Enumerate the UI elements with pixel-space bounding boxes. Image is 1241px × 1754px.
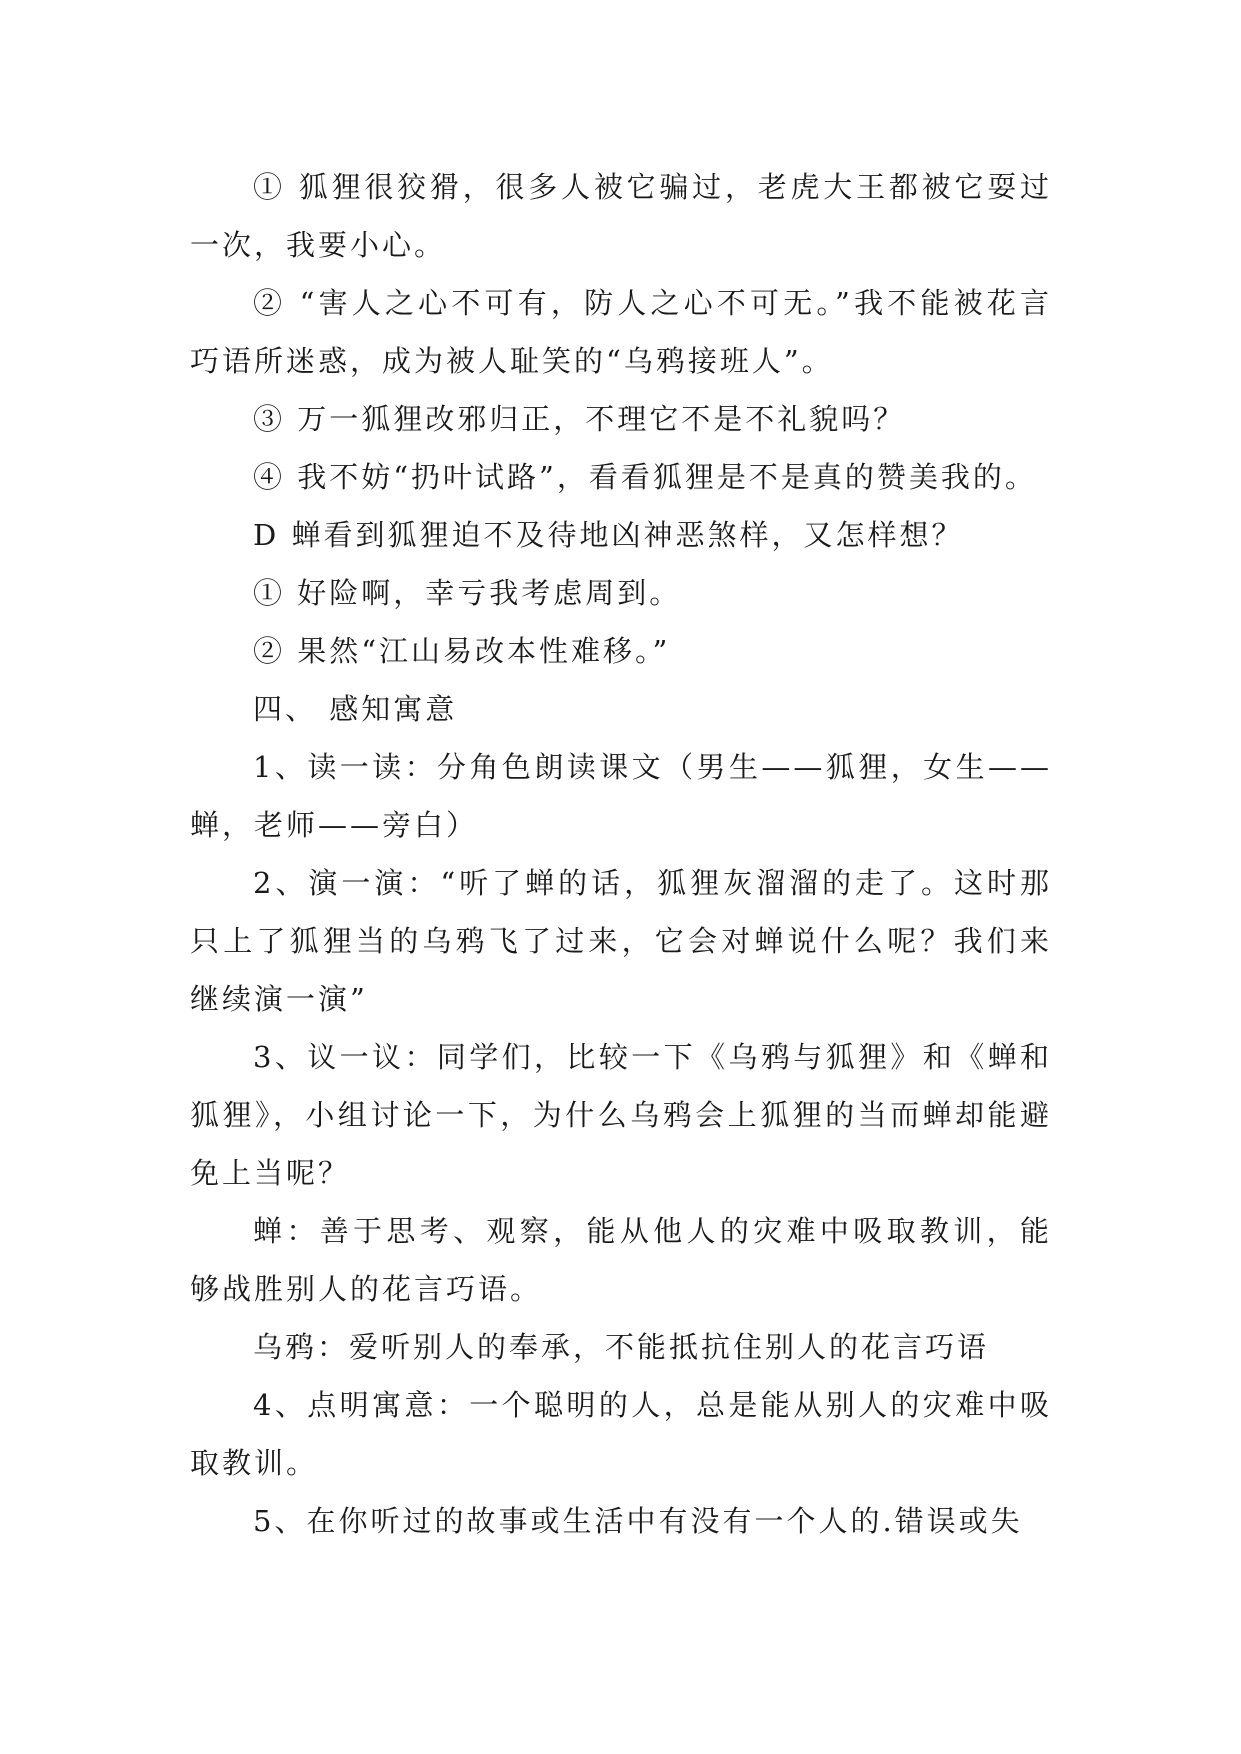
paragraph-answer-1: ① 好险啊，幸亏我考虑周到。: [253, 576, 682, 610]
paragraph-step-5: 5、在你听过的故事或生活中有没有一个人的.错误或失: [253, 1504, 1023, 1538]
paragraph-option-4-test: ④ 我不妨“扔叶试路”，看看狐狸是不是真的赞美我的。: [253, 460, 1037, 494]
section-heading-4: 四、 感知寓意: [253, 692, 458, 726]
paragraph-question-d: D 蝉看到狐狸迫不及待地凶神恶煞样，又怎样想？: [253, 518, 964, 552]
paragraph-option-3-politeness: ③ 万一狐狸改邪归正，不理它不是不礼貌吗？: [253, 402, 906, 436]
paragraph-option-2-proverb: ② “害人之心不可有，防人之心不可无。”我不能被花言巧语所迷惑，成为被人耻笑的“乌鸦接班人”。: [190, 286, 1052, 378]
paragraph-step-3-discuss: 3、议一议：同学们，比较一下《乌鸦与狐狸》和《蝉和狐狸》，小组讨论一下，为什么乌鸦会上狐狸的当而蝉却能避免上当呢？: [190, 1040, 1052, 1190]
paragraph-step-2-act: 2、演一演：“听了蝉的话，狐狸灰溜溜的走了。这时那只上了狐狸当的乌鸦飞了过来，它会对蝉说什么呢？我们来继续演一演”: [190, 866, 1052, 1016]
paragraph-option-1-fox-cunning: ① 狐狸很狡猾，很多人被它骗过，老虎大王都被它耍过一次，我要小心。: [190, 170, 1052, 262]
paragraph-answer-2: ② 果然“江山易改本性难移。”: [253, 634, 671, 668]
paragraph-crow: 乌鸦：爱听别人的奉承，不能抵抗住别人的花言巧语: [253, 1330, 990, 1364]
paragraph-step-4-moral: 4、点明寓意：一个聪明的人，总是能从别人的灾难中吸取教训。: [190, 1388, 1052, 1480]
document-body: [190, 158, 1052, 1550]
paragraph-cicada: 蝉：善于思考、观察，能从他人的灾难中吸取教训，能够战胜别人的花言巧语。: [190, 1214, 1052, 1306]
paragraph-step-1-read: 1、读一读：分角色朗读课文（男生——狐狸，女生——蝉，老师——旁白）: [190, 750, 1052, 842]
